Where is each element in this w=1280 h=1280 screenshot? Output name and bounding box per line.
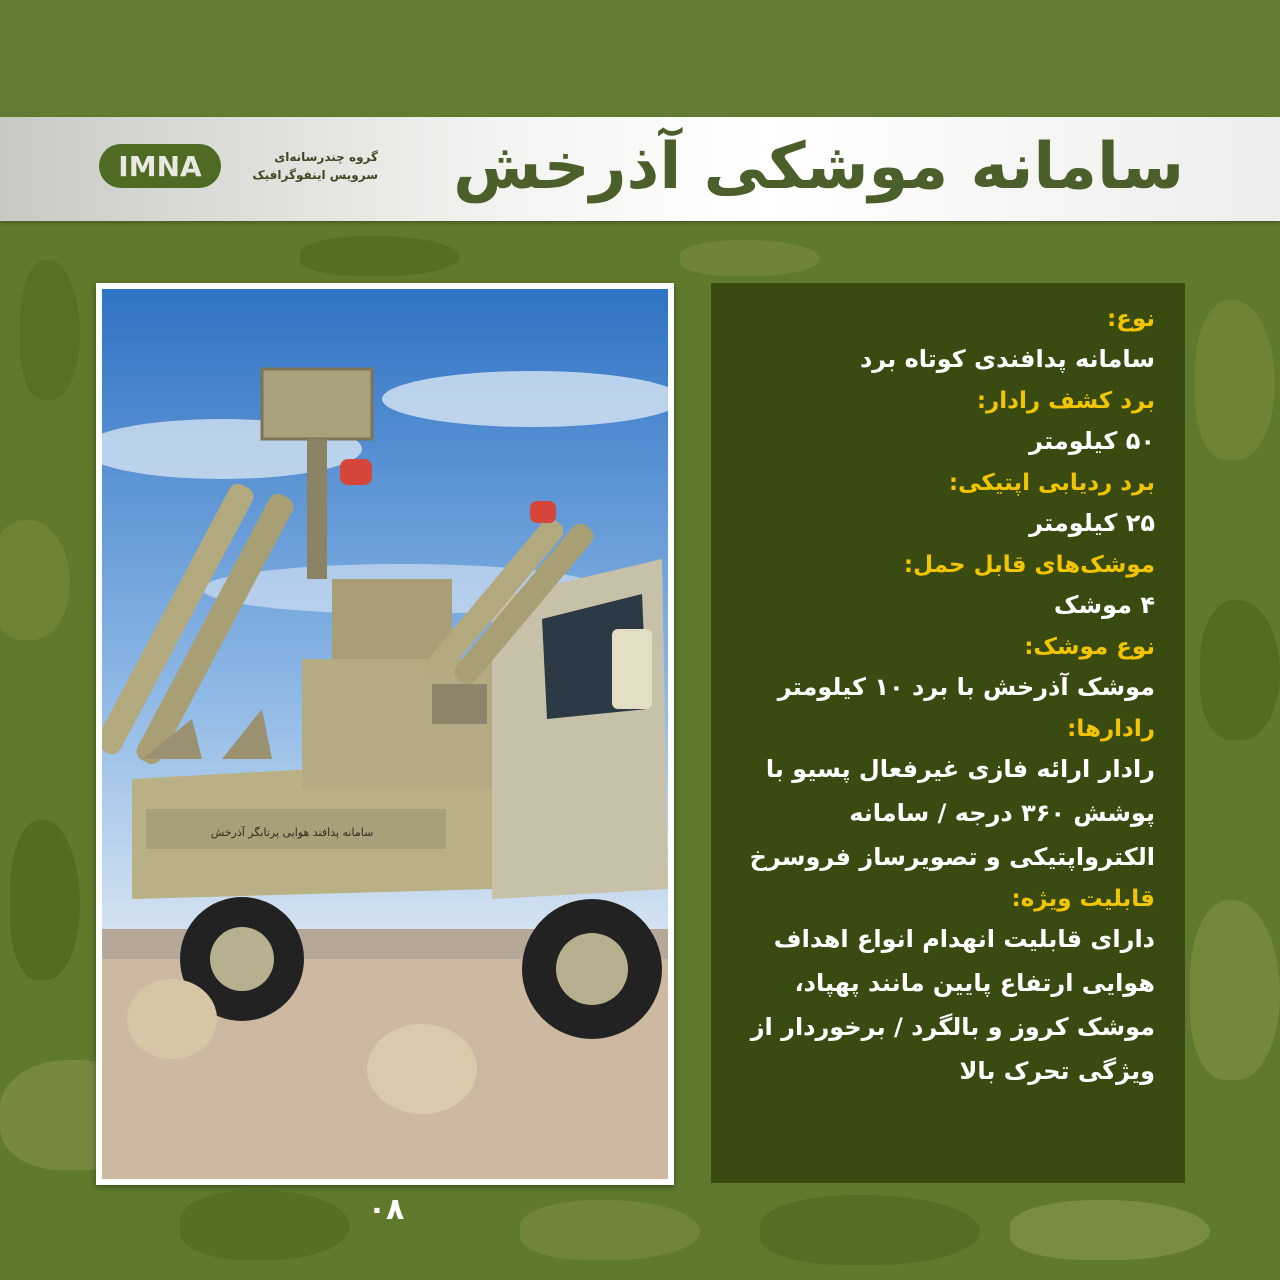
- spec-label: برد ردیابی اپتیکی:: [948, 470, 1155, 496]
- spec-value: موشک آذرخش با برد ۱۰ کیلومتر: [777, 673, 1155, 701]
- spec-value: دارای قابلیت انهدام انواع اهداف هوایی ارتفاع پایین مانند پهپاد، موشک کروز و بالگرد / برخوردار از ویژگی تحرک بالا: [750, 925, 1155, 1085]
- camo-blob: [1190, 900, 1280, 1080]
- truck-side-text: سامانه پدافند هوایی پرتابگر آذرخش: [210, 826, 374, 839]
- brand-line-1: گروه چندرسانه‌ای: [274, 150, 378, 164]
- camo-blob: [20, 260, 80, 400]
- brand-text: [228, 148, 378, 184]
- spec-radars: [731, 711, 1155, 879]
- camo-blob: [180, 1190, 350, 1260]
- radar-panel: [262, 369, 372, 439]
- spec-label: نوع موشک:: [1024, 634, 1155, 660]
- spec-label: رادارها:: [1067, 716, 1155, 742]
- spec-label: قابلیت ویژه:: [1011, 886, 1155, 912]
- spec-label: موشک‌های قابل حمل:: [903, 552, 1155, 578]
- spec-value: سامانه پدافندی کوتاه برد: [859, 345, 1155, 373]
- top-strip: [0, 0, 1280, 120]
- camo-blob: [1200, 600, 1280, 740]
- camo-blob: [0, 520, 70, 640]
- camo-blob: [760, 1195, 980, 1265]
- camo-blob: [1195, 300, 1275, 460]
- spec-special-capability: [731, 881, 1155, 1093]
- spec-value: ۴ موشک: [1053, 591, 1155, 619]
- specs-panel: [711, 283, 1185, 1183]
- spec-value: ۲۵ کیلومتر: [1029, 509, 1155, 537]
- camo-blob: [680, 240, 820, 276]
- spec-value: ۵۰ کیلومتر: [1029, 427, 1155, 455]
- svg-text:IMNA: IMNA: [118, 150, 202, 183]
- page-title: سامانه موشکی آذرخش: [453, 130, 1184, 204]
- truck-illustration: [102, 289, 668, 1179]
- spec-type: [731, 301, 1155, 381]
- camo-blob: [300, 236, 460, 276]
- brand-line-2: سرویس اینفوگرافیک: [252, 168, 378, 182]
- spec-value: رادار ارائه فازی غیرفعال پسیو با پوشش ۳۶۰ درجه / سامانه الکترواپتیکی و تصویرساز فروسرخ: [749, 755, 1155, 871]
- imna-logo: [98, 140, 222, 192]
- system-photo: [96, 283, 674, 1185]
- spec-missile-count: [731, 547, 1155, 627]
- spec-radar-range: [731, 383, 1155, 463]
- spec-optical-range: [731, 465, 1155, 545]
- spec-label: نوع:: [1107, 306, 1155, 332]
- page-number: ۰۸: [367, 1192, 405, 1227]
- camo-blob: [520, 1200, 700, 1260]
- spec-missile-type: [731, 629, 1155, 709]
- spec-label: برد کشف رادار:: [976, 388, 1155, 414]
- camo-blob: [10, 820, 80, 980]
- camo-blob: [1010, 1200, 1210, 1260]
